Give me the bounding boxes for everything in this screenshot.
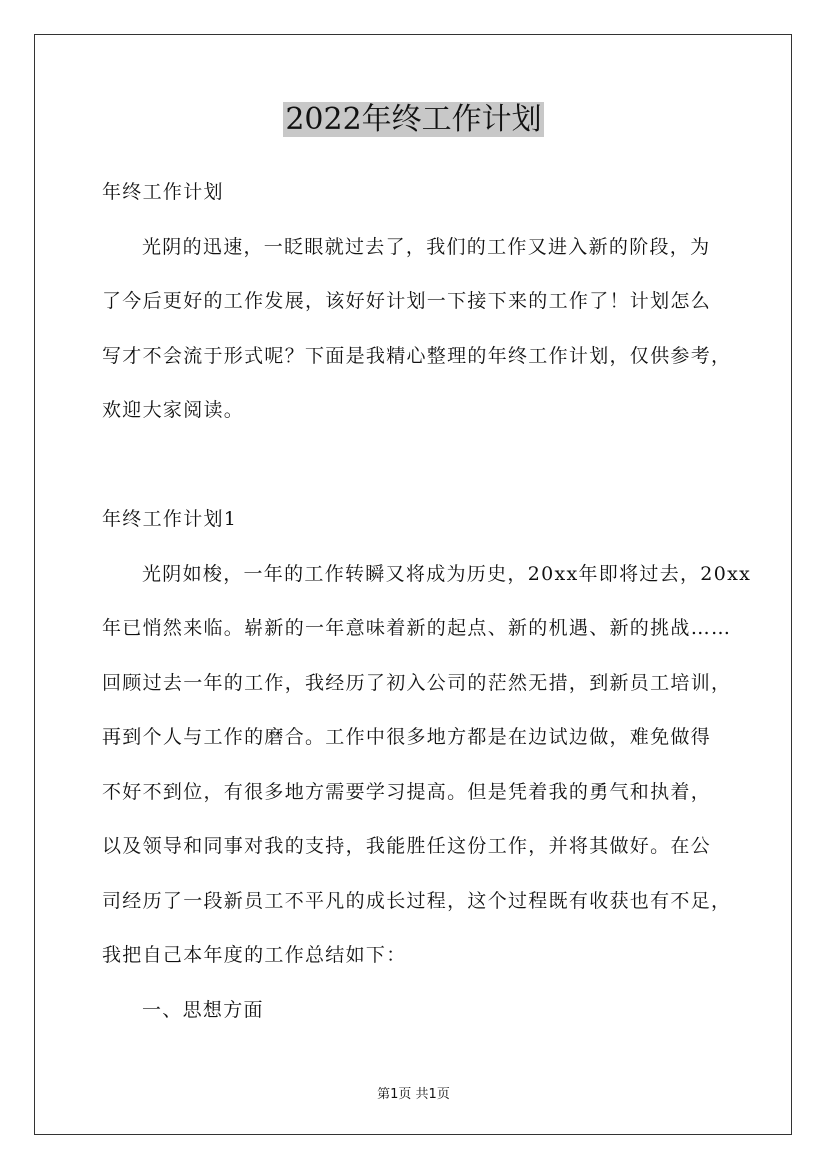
section-line-4: 再到个人与工作的磨合。工作中很多地方都是在边试边做，难免做得 (102, 726, 712, 748)
intro-line-4: 欢迎大家阅读。 (102, 399, 245, 421)
subheading: 一、思想方面 (142, 998, 264, 1021)
intro-line-2: 了今后更好的工作发展，该好好计划一下接下来的工作了！计划怎么 (102, 290, 712, 312)
subtitle: 年终工作计划 (102, 181, 224, 203)
section-line-1: 光阴如梭，一年的工作转瞬又将成为历史，20xx年即将过去，20xx (142, 562, 752, 585)
section-line-2: 年已悄然来临。崭新的一年意味着新的起点、新的机遇、新的挑战…… (102, 617, 732, 639)
intro-line-1: 光阴的迅速，一眨眼就过去了，我们的工作又进入新的阶段，为 (142, 235, 711, 258)
page-number: 第1页 共1页 (377, 1087, 450, 1102)
section-line-5: 不好不到位，有很多地方需要学习提高。但是凭着我的勇气和执着， (102, 780, 712, 803)
section-heading: 年终工作计划1 (102, 508, 238, 530)
intro-line-3: 写才不会流于形式呢？下面是我精心整理的年终工作计划，仅供参考， (102, 344, 732, 367)
section-line-6: 以及领导和同事对我的支持，我能胜任这份工作，并将其做好。在公 (102, 835, 712, 857)
document-body (102, 165, 752, 1037)
document-title: 2022年终工作计划 (285, 102, 542, 137)
section-line-7: 司经历了一段新员工不平凡的成长过程，这个过程既有收获也有不足， (102, 889, 732, 912)
page-footer (0, 1083, 827, 1102)
section-line-3: 回顾过去一年的工作，我经历了初入公司的茫然无措，到新员工培训， (102, 671, 732, 694)
blank-line (102, 438, 742, 493)
section-line-8: 我把自己本年度的工作总结如下： (102, 944, 407, 966)
